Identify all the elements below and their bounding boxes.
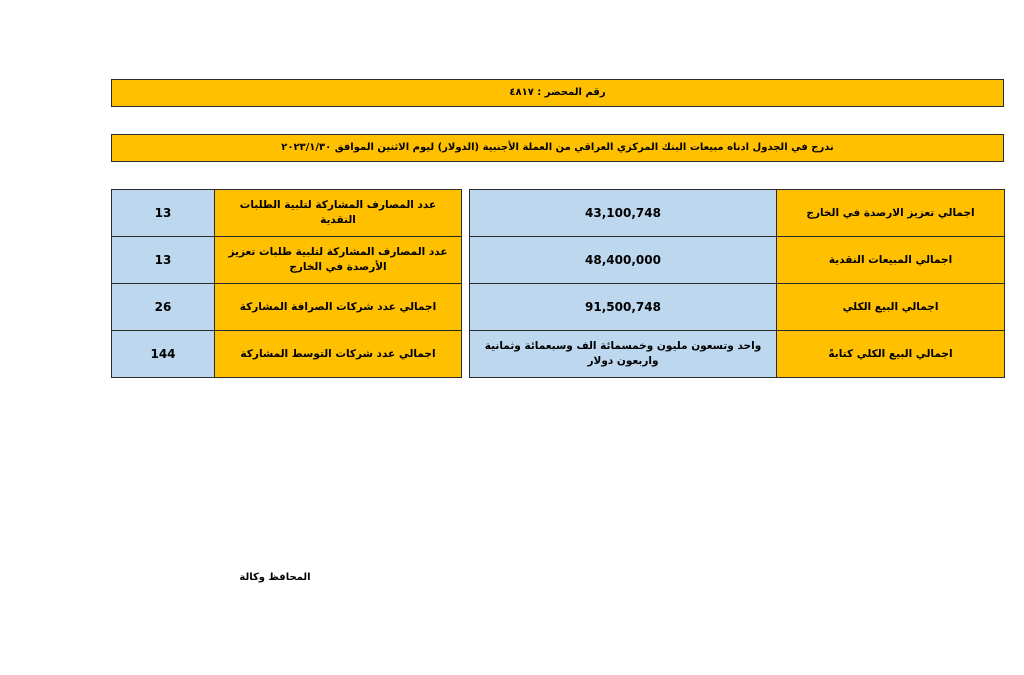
participants-label-brokerage-companies: اجمالي عدد شركات التوسط المشاركة — [215, 331, 462, 378]
signature-title: المحافظ وكالة — [239, 572, 311, 583]
participants-table — [111, 189, 462, 378]
table-row — [112, 331, 462, 378]
table-row — [112, 237, 462, 284]
table-row — [470, 331, 1005, 378]
table-row — [112, 284, 462, 331]
sales-value-cash: 48,400,000 — [470, 237, 777, 284]
sales-value-total-words: واحد وتسعون مليون وخمسمائة الف وسبعمائة وثمانية واربعون دولار — [470, 331, 777, 378]
participants-label-cash-banks: عدد المصارف المشاركة لتلبية الطلبات النقدية — [215, 190, 462, 237]
table-row — [470, 190, 1005, 237]
intro-bar — [111, 134, 1004, 162]
sales-label-total-words: اجمالي البيع الكلي كتابةً — [777, 331, 1005, 378]
participants-value-transfer-banks: 13 — [112, 237, 215, 284]
sales-value-transfers: 43,100,748 — [470, 190, 777, 237]
sales-label-total: اجمالي البيع الكلي — [777, 284, 1005, 331]
table-row — [470, 237, 1005, 284]
table-row — [470, 284, 1005, 331]
sales-label-transfers: اجمالي تعزيز الارصدة في الخارج — [777, 190, 1005, 237]
sales-label-cash: اجمالي المبيعات النقدية — [777, 237, 1005, 284]
participants-label-transfer-banks: عدد المصارف المشاركة لتلبية طلبات تعزيز الأرصدة في الخارج — [215, 237, 462, 284]
record-number-bar — [111, 79, 1004, 107]
table-row — [112, 190, 462, 237]
participants-value-cash-banks: 13 — [112, 190, 215, 237]
intro-text: ندرج في الجدول ادناه مبيعات البنك المركزي العراقي من العملة الأجنبية (الدولار) ليوم الاثنين الموافق ٢٠٢٣/١/٣٠ — [281, 142, 834, 153]
participants-label-exchange-companies: اجمالي عدد شركات الصرافة المشاركة — [215, 284, 462, 331]
participants-value-exchange-companies: 26 — [112, 284, 215, 331]
sales-value-total: 91,500,748 — [470, 284, 777, 331]
sales-table — [469, 189, 1005, 378]
record-number-text: رقم المحضر : ٤٨١٧ — [509, 87, 606, 98]
participants-value-brokerage-companies: 144 — [112, 331, 215, 378]
